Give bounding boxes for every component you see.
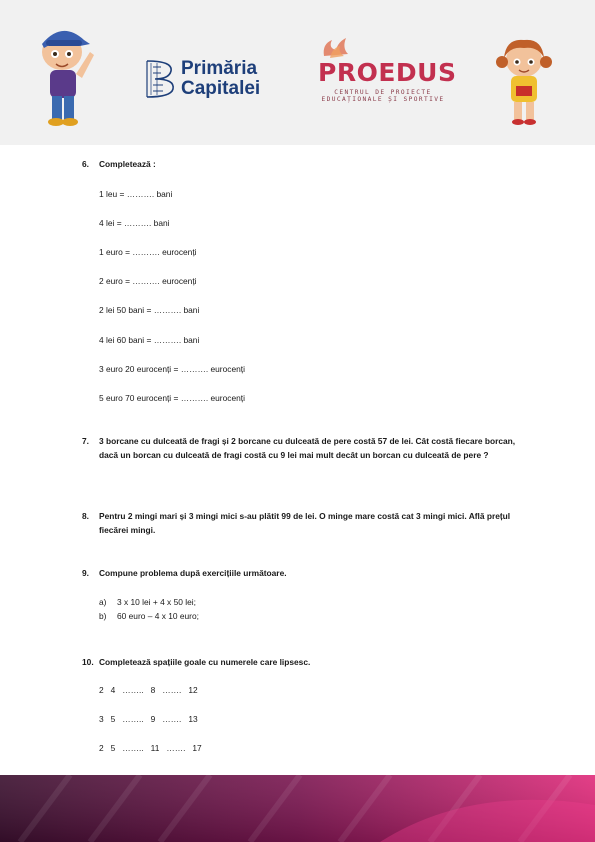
ex6-item: 1 euro = ………. eurocenți: [99, 247, 197, 257]
primaria-line1: Primăria: [181, 58, 258, 79]
decorative-footer-band: [0, 775, 595, 842]
primaria-name: [181, 59, 260, 99]
ex6-item: 3 euro 20 eurocenți = ………. eurocenți: [99, 364, 245, 374]
ex9-number: 9.: [82, 568, 89, 578]
proedus-title: PROEDUS: [318, 58, 457, 87]
ex9-title: Compune problema după exercițiile următoare.: [99, 568, 287, 578]
ex7-text: 3 borcane cu dulceată de fragi și 2 borcane cu dulceată de pere costă 57 de lei. Cât costă fiecare borcan, dacă un borcan cu dulceată de fragi costă cu 9 lei mai mult decât un borcan cu dulceată de pere ?: [99, 436, 516, 460]
proedus-subtitle: [320, 89, 446, 103]
ex9-item-text: 60 euro – 4 x 10 euro;: [117, 611, 199, 621]
primaria-line2: Capitalei: [181, 78, 261, 99]
page-header: [0, 0, 595, 145]
ex8-text: Pentru 2 mingi mari și 3 mingi mici s-au plătit 99 de lei. O minge mare costă cat 3 mingi mici. Află prețul fiecărei mingi.: [99, 511, 511, 535]
ex10-title: Completează spațiile goale cu numerele care lipsesc.: [99, 657, 311, 667]
primaria-capitalei-logo: [143, 57, 273, 103]
ex6-item: 1 leu = ………. bani: [99, 189, 173, 199]
ex6-item: 2 lei 50 bani = ………. bani: [99, 305, 200, 315]
primaria-emblem-icon: [143, 57, 177, 101]
girl-mascot-icon: [494, 36, 554, 128]
ex10-row: 3 5 …….. 9 ……. 13: [99, 714, 198, 724]
ex8-number: 8.: [82, 511, 89, 521]
proedus-subtitle-line1: CENTRUL DE PROIECTE: [334, 89, 432, 96]
ex9-item-label: a): [99, 597, 107, 607]
proedus-subtitle-line2: EDUCAȚIONALE ȘI SPORTIVE: [321, 96, 445, 103]
ex6-item: 4 lei = ………. bani: [99, 218, 170, 228]
ex9-item-label: b): [99, 611, 107, 621]
ex6-item: 5 euro 70 eurocenți = ………. eurocenți: [99, 393, 245, 403]
ex6-item: 2 euro = ………. eurocenți: [99, 276, 197, 286]
ex6-title: Completează :: [99, 159, 156, 169]
ex10-number: 10.: [82, 657, 94, 667]
ex7-number: 7.: [82, 436, 89, 446]
ex6-number: 6.: [82, 159, 89, 169]
boy-mascot-icon: [32, 22, 102, 130]
ex10-row: 2 4 …….. 8 ……. 12: [99, 685, 198, 695]
ex9-item-text: 3 x 10 lei + 4 x 50 lei;: [117, 597, 196, 607]
ex10-row: 2 5 …….. 11 ……. 17: [99, 743, 202, 753]
proedus-logo: [316, 36, 457, 106]
ex6-item: 4 lei 60 bani = ………. bani: [99, 335, 200, 345]
